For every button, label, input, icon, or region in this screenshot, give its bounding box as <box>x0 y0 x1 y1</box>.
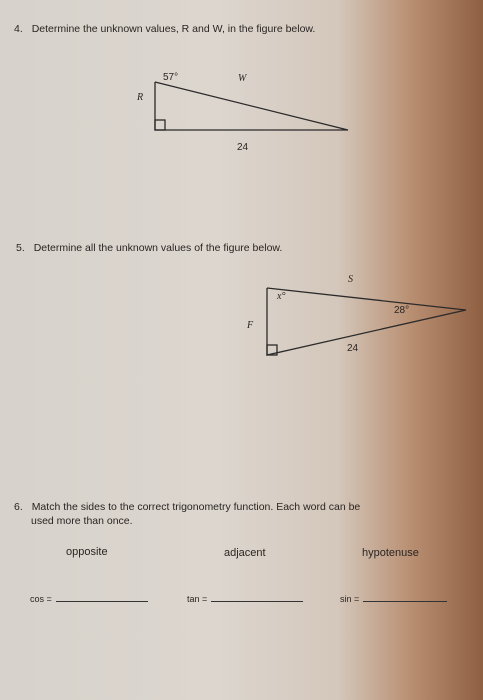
q5-hyp-label: S <box>348 274 353 285</box>
question-6 <box>14 500 469 528</box>
tan-label: tan = <box>187 594 208 604</box>
q4-side-label: R <box>137 92 144 103</box>
cos-label: cos = <box>30 594 52 604</box>
word-adjacent: adjacent <box>224 547 266 559</box>
q4-hyp-label: W <box>238 73 247 84</box>
q5-angle-top-label: x° <box>277 291 286 302</box>
cos-answer-line[interactable] <box>56 601 148 602</box>
cos-blank <box>30 594 148 604</box>
sin-blank <box>340 594 447 604</box>
question-5-number: 5. <box>16 242 25 254</box>
q4-triangle <box>155 82 348 130</box>
q4-base-label: 24 <box>237 142 249 153</box>
question-5 <box>16 241 456 255</box>
sin-answer-line[interactable] <box>363 601 447 602</box>
q5-angle-right-label: 28° <box>394 305 410 316</box>
question-6-number: 6. <box>14 501 23 513</box>
q4-angle-label: 57° <box>163 72 179 83</box>
q5-triangle <box>267 288 466 355</box>
word-opposite: opposite <box>66 546 108 558</box>
sin-label: sin = <box>340 594 360 604</box>
question-4-text: Determine the unknown values, R and W, in the figure below. <box>31 23 316 35</box>
tan-blank <box>187 594 303 604</box>
question-4-number: 4. <box>14 23 23 35</box>
q5-side-label: F <box>247 320 254 331</box>
tan-answer-line[interactable] <box>211 601 303 602</box>
question-6-text-line1: Match the sides to the correct trigonometry function. Each word can be <box>31 501 361 513</box>
question-6-text-line2: used more than once. <box>31 515 133 527</box>
word-hypotenuse: hypotenuse <box>362 547 419 559</box>
q5-base-label: 24 <box>347 343 359 354</box>
question-5-text: Determine all the unknown values of the figure below. <box>33 242 283 254</box>
